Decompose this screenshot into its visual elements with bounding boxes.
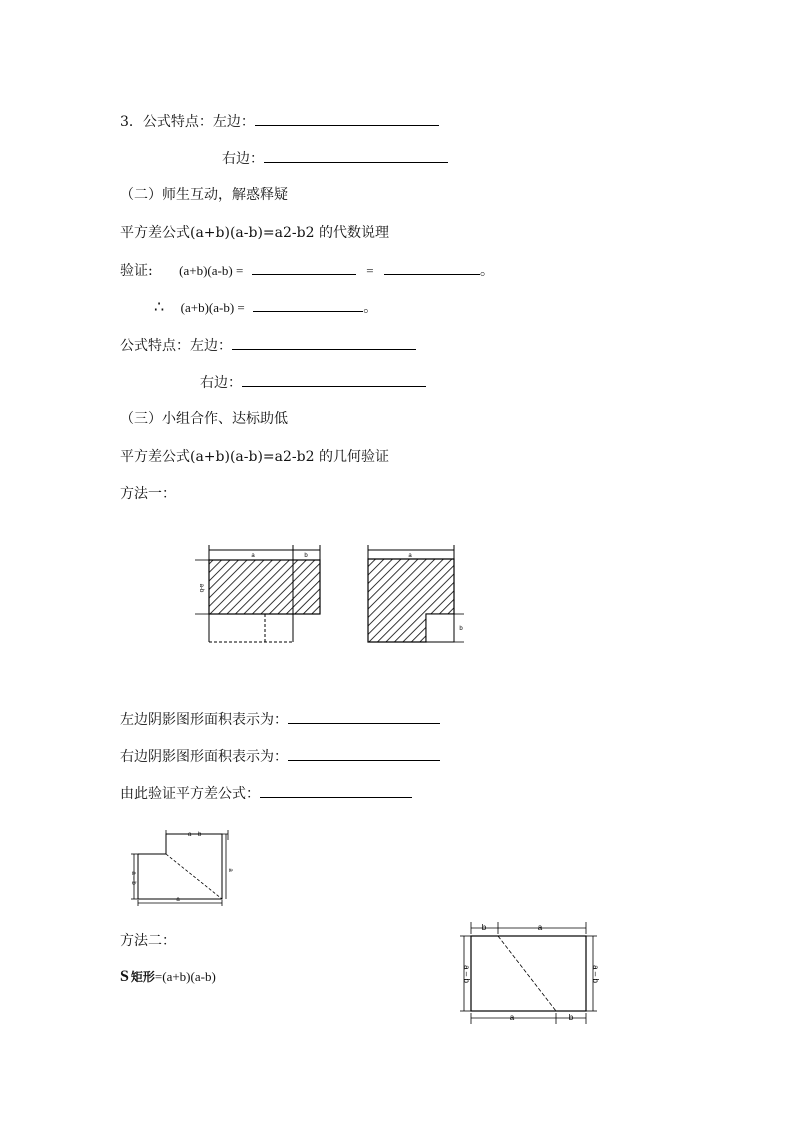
features-line-2 bbox=[120, 336, 416, 355]
fig3-label-right: a bbox=[227, 868, 233, 872]
fig4-label-left: a – b bbox=[462, 965, 471, 983]
algebra-formula-line bbox=[120, 224, 389, 242]
fig4-label-a-top: a bbox=[537, 923, 543, 932]
figure-2-shaded-l-shape bbox=[360, 540, 470, 650]
verify-formula-blank[interactable] bbox=[260, 784, 412, 798]
period: 。 bbox=[363, 300, 378, 316]
formula-text: 平方差公式(a+b)(a-b)=a2-b2 的代数说理 bbox=[120, 225, 389, 241]
fig1-label-a: a bbox=[251, 553, 255, 559]
features-right-line-2 bbox=[200, 373, 426, 392]
fig4-label-right: a – b bbox=[591, 965, 600, 983]
fig4-label-b-top: b bbox=[481, 923, 487, 932]
method-one-label: 方法一： bbox=[120, 486, 176, 502]
equals-sign: = bbox=[366, 263, 374, 278]
label-left: 3．公式特点：左边： bbox=[120, 114, 255, 130]
answer-blank-right-2[interactable] bbox=[242, 373, 426, 387]
therefore-symbol: ∴ bbox=[154, 297, 165, 316]
left-area-label: 左边阴影图形面积表示为： bbox=[120, 712, 288, 728]
fig3-label-left: a – b bbox=[130, 871, 136, 885]
verify-expression: (a+b)(a-b) = bbox=[179, 263, 244, 278]
fig3-label-top: a – b bbox=[188, 832, 202, 838]
right-area-line bbox=[120, 747, 440, 766]
geometry-formula-line: 平方差公式(a+b)(a-b)=a2-b2 的几何验证 bbox=[120, 449, 389, 465]
label-right: 右边： bbox=[222, 151, 264, 167]
fig1-label-ab: a-b bbox=[198, 583, 204, 593]
verify-blank-1[interactable] bbox=[252, 261, 356, 275]
therefore-expression: (a+b)(a-b) = bbox=[180, 300, 245, 315]
area-expression: =(a+b)(a-b) bbox=[154, 969, 216, 984]
figure-1-shaded-rectangle bbox=[190, 540, 340, 650]
section-heading-3: （三）小组合作、达标助低 bbox=[120, 411, 288, 427]
verify-formula-line bbox=[120, 784, 412, 803]
therefore-line bbox=[154, 298, 377, 317]
formula-features-line bbox=[120, 112, 439, 131]
section-heading-2: （二）师生互动，解惑释疑 bbox=[120, 187, 288, 203]
verify-blank-2[interactable] bbox=[384, 261, 480, 275]
left-area-blank[interactable] bbox=[288, 710, 440, 724]
rectangle-area-line bbox=[120, 968, 216, 986]
verify-line bbox=[120, 261, 494, 280]
label-left: 公式特点：左边： bbox=[120, 338, 232, 354]
right-area-label: 右边阴影图形面积表示为： bbox=[120, 749, 288, 765]
period: 。 bbox=[479, 263, 494, 279]
therefore-blank[interactable] bbox=[253, 298, 363, 312]
answer-blank-left-2[interactable] bbox=[232, 336, 416, 350]
formula-features-right-line bbox=[222, 149, 448, 168]
answer-blank-right[interactable] bbox=[264, 149, 448, 163]
verify-formula-label: 由此验证平方差公式： bbox=[120, 786, 260, 802]
fig4-label-a-bottom: a bbox=[509, 1013, 515, 1022]
verify-label: 验证: bbox=[120, 263, 153, 279]
right-area-blank[interactable] bbox=[288, 747, 440, 761]
label-right: 右边： bbox=[200, 375, 242, 391]
area-symbol-s: S bbox=[120, 968, 129, 985]
answer-blank-left[interactable] bbox=[255, 112, 439, 126]
figure-3-cut-diagram bbox=[128, 828, 238, 908]
left-area-line bbox=[120, 710, 440, 729]
figure-4-rectangle bbox=[456, 918, 606, 1028]
fig4-label-b-bottom: b bbox=[568, 1013, 574, 1022]
fig2-label-b: b bbox=[459, 626, 463, 632]
area-subscript: 矩形 bbox=[130, 970, 155, 984]
method-two-label: 方法二： bbox=[120, 933, 176, 949]
fig3-label-bottom: a bbox=[176, 897, 180, 903]
fig1-label-b: b bbox=[304, 553, 308, 559]
fig2-label-a: a bbox=[408, 553, 412, 559]
